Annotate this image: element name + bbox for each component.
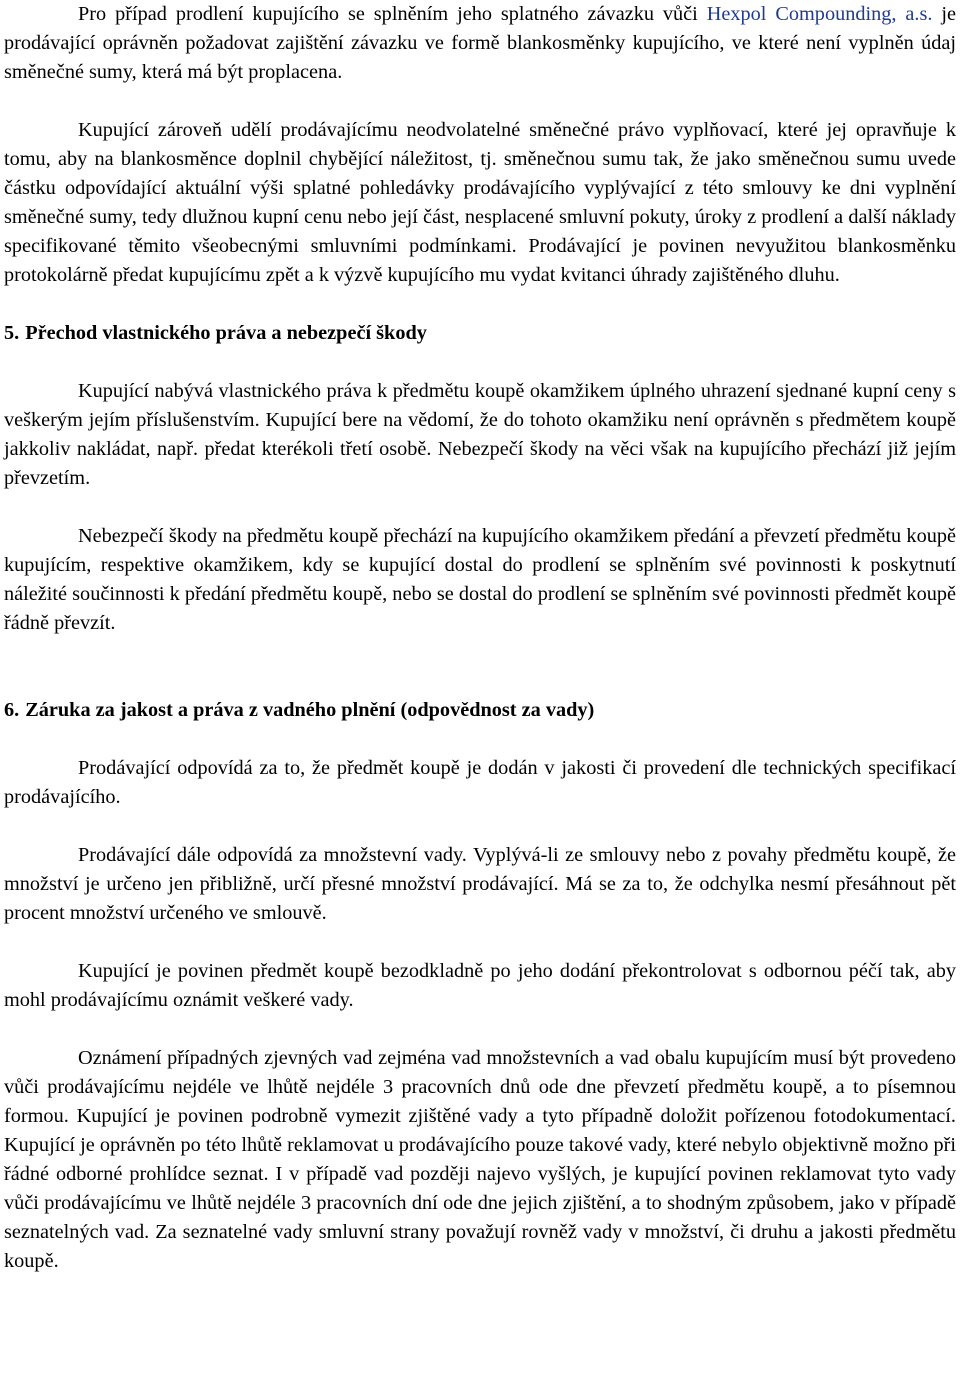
paragraph-blank-note-security [4,0,956,87]
paragraph-spacer [4,1015,956,1044]
paragraph-quality-liability: Prodávající odpovídá za to, že předmět koupě je dodán v jakosti či provedení dle technických specifikací prodávajícího. [4,757,956,808]
section-number: 6. [4,699,20,721]
paragraph-spacer [4,290,956,319]
section-heading-5 [4,319,956,348]
section-title: Záruka za jakost a práva z vadného plnění (odpovědnost za vady) [25,699,595,721]
paragraph-spacer [4,493,956,522]
paragraph-fill-in-right: Kupující zároveň udělí prodávajícímu neodvolatelné směnečné právo vyplňovací, které jej opravňuje k tomu, aby na blankosměnce doplnil chybějící náležitost, tj. směnečnou sumu tak, že jako směnečnou sumu uvede částku odpovídající aktuální výši splatné pohledávky prodávajícího vyplývající z této smlouvy ke dni vyplnění směnečné sumy, tedy dlužnou kupní cenu nebo její část, nesplacené smluvní pokuty, úroky z prodlení a další náklady specifikované těmito všeobecnými smluvními podmínkami. Prodávající je povinen nevyužitou blankosměnku protokolárně předat kupujícímu zpět a k výzvě kupujícího mu vydat kvitanci úhrady zajištěného dluhu. [4,119,956,286]
paragraph-spacer [4,725,956,754]
section-title: Přechod vlastnického práva a nebezpečí škody [25,322,427,344]
section-heading-6 [4,696,956,725]
company-name: Hexpol Compounding, a.s. [706,3,933,25]
paragraph-text: Pro případ prodlení kupujícího se splněním jeho splatného závazku vůči [78,3,707,25]
document-page [4,0,956,1276]
paragraph-risk-transfer: Nebezpečí škody na předmětu koupě přechází na kupujícího okamžikem předání a převzetí předmětu koupě kupujícím, respektive okamžikem, kdy se kupující dostal do prodlení se splněním své povinnosti k poskytnutí náležité součinnosti k předání předmětu koupě, nebo se dostal do prodlení se splněním své povinnosti předmět koupě řádně převzít. [4,525,956,634]
paragraph-inspection-duty: Kupující je povinen předmět koupě bezodkladně po jeho dodání překontrolovat s odbornou péčí tak, aby mohl prodávajícímu oznámit veškeré vady. [4,960,956,1011]
section-number: 5. [4,322,20,344]
paragraph-spacer [4,348,956,377]
paragraph-ownership-transfer: Kupující nabývá vlastnického práva k předmětu koupě okamžikem úplného uhrazení sjednané kupní ceny s veškerým jejím příslušenstvím. Kupující bere na vědomí, že do tohoto okamžiku není oprávněn s předmětem koupě jakkoliv nakládat, např. předat kterékoli třetí osobě. Nebezpečí škody na věci však na kupujícího přechází již jejím převzetím. [4,380,956,489]
paragraph-spacer [4,638,956,696]
paragraph-defect-notification: Oznámení případných zjevných vad zejména vad množstevních a vad obalu kupujícím musí být provedeno vůči prodávajícímu nejdéle ve lhůtě nejdéle 3 pracovních dnů ode dne převzetí předmětu koupě, a to písemnou formou. Kupující je povinen podrobně vymezit zjištěné vady a tyto případně doložit pořízenou fotodokumentací. Kupující je oprávněn po této lhůtě reklamovat u prodávajícího pouze takové vady, které nebylo objektivně možno při řádné odborné prohlídce seznat. I v případě vad později najevo vyšlých, je kupující povinen reklamovat tyto vady vůči prodávajícímu ve lhůtě nejdéle 3 pracovních dní ode dne jejich zjištění, a to shodným způsobem, jako v případě seznatelných vad. Za seznatelné vady smluvní strany považují rovněž vady v množství, či druhu a jakosti předmětu koupě. [4,1047,956,1272]
paragraph-spacer [4,928,956,957]
paragraph-quantity-defects: Prodávající dále odpovídá za množstevní vady. Vyplývá-li ze smlouvy nebo z povahy předmětu koupě, že množství je určeno jen přibližně, určí přesné množství prodávající. Má se za to, že odchylka nesmí přesáhnout pět procent množství určeného ve smlouvě. [4,844,956,924]
paragraph-spacer [4,812,956,841]
paragraph-text: je prodávající oprávněn požadovat zajištění závazku ve formě blankosměnky kupujícího, ve které není vyplněn údaj směnečné sumy, která má být proplacena. [4,3,957,83]
paragraph-spacer [4,87,956,116]
